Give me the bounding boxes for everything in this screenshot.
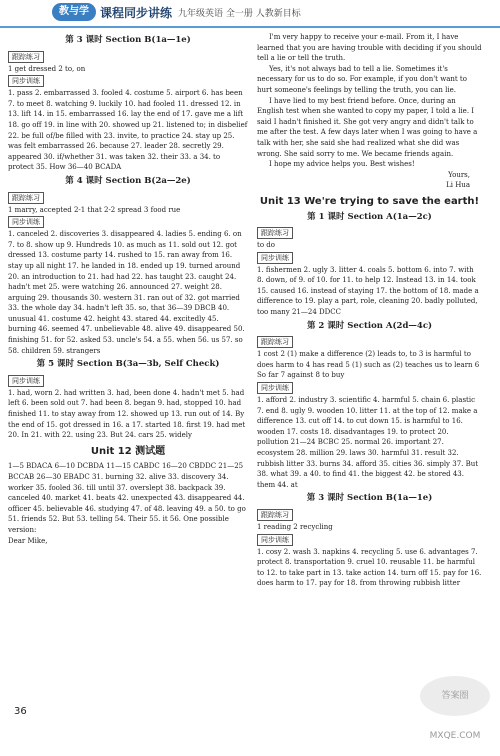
u13-lesson-1-follow-answers: to do — [257, 241, 275, 250]
follow-practice-tag: 跟踪练习 — [8, 51, 44, 63]
page-number: 36 — [14, 706, 27, 717]
lesson-5-sync-answers: 1. had, worn 2. had written 3. had, been done 4. hadn't met 5. had left 6. been sold out 7. had been 8. began 9. had, stopped 10. had finished 11. to stay away from 12. showed up 13. run out of 14. By the end of 15. got dressed in 16. a 17. started 18. first 19. had met 20. In 21. with 22. using 23. But 24. cars 25. widely — [8, 388, 246, 440]
lesson-3-follow-answers: 1 get dressed 2 to, on — [8, 64, 86, 73]
lesson-4-follow-answers: 1 marry, accepted 2-1 that 2-2 spread 3 food rue — [8, 205, 181, 214]
lesson-3-sync-answers: 1. pass 2. embarrassed 3. fooled 4. costume 5. airport 6. has been 7. to meet 8. watching 9. luckily 10. had fooled 11. dressed 12. in 13. lift 14. in 15. embarrassed 16. lay the end of 17. gave me a lift 18. go off 19. in line with 20. showed up 21. listened to; in disbelief 22. be full of/be filled with 23. invite, to practice 24. stay up 25. was felt embarrassed 26. because 27. leader 28. secretly 29. appeared 30. if/whether 31. was taken 32. their 33. a 34. to protect 35. How 36—40 BCADA — [8, 89, 248, 172]
u13-lesson-2-sync-answers: 1. afford 2. industry 3. scientific 4. harmful 5. chain 6. plastic 7. end 8. ugly 9. wooden 10. litter 11. at the top of 12. make a difference 13. cut off 14. to cut down 15. is harmful to 16. wooden 17. costs 18. disadvantages 19. to protect 20. pollution 21—24 BCBC 25. normal 26. important 27. ecosystem 28. million 29. laws 30. harmful 31. result 32. rubbish litter 33. burns 34. afford 35. cities 36. simply 37. But 38. what 39. a 40. to find 41. the biggest 42. be stored 43. them 44. at — [257, 396, 479, 489]
u13-lesson-3-sync-answers: 1. cosy 2. wash 3. napkins 4. recycling 5. use 6. advantages 7. protect 8. transportation 9. cruel 10. reusable 11. be harmful to 12. to take part in 13. take action 14. turn off 15. pay for 16. does harm to 17. pay for 18. from throwing rubbish litter — [257, 547, 482, 588]
letter-signature: Li Hua — [446, 181, 470, 190]
sync-training-tag: 同步训练 — [257, 252, 293, 264]
sync-training-tag: 同步训练 — [8, 216, 44, 228]
right-column — [257, 32, 482, 589]
sync-training-tag: 同步训练 — [8, 75, 44, 87]
u13-lesson-3-title: 第 3 课时 Section B(1a—1e) — [306, 493, 433, 504]
unit-12-test-answers: 1—5 BDACA 6—10 DCBDA 11—15 CABDC 16—20 CBDDC 21—25 BCCAB 26—30 EBADC 31. burning 32. alive 33. discovery 34. worker 35. fooled 36. till until 37. overslept 38. backpack 39. canceled 40. market 41. beats 42. unexpected 43. disappeared 44. officer 45. believable 46. studying 47. of 48. leaving 49. a 50. to go 51. friends 52. But 53. telling 54. Their 55. it 56. One possible version: — [8, 462, 246, 534]
letter-paragraph: Yes, it's not always bad to tell a lie. Sometimes it's necessary for us to do so. For example, if you don't want to hurt someone's feelings by telling the truth, you can lie. — [257, 64, 467, 94]
letter-paragraph: I hope my advice helps you. Best wishes! — [269, 160, 415, 169]
sync-training-tag: 同步训练 — [8, 375, 44, 387]
left-column — [8, 32, 248, 546]
book-title: 课程同步讲练 — [100, 6, 173, 20]
unit-12-test-title: Unit 12 测试题 — [90, 445, 166, 457]
follow-practice-tag: 跟踪练习 — [257, 336, 293, 348]
follow-practice-tag: 跟踪练习 — [257, 227, 293, 239]
sync-training-tag: 同步训练 — [257, 382, 293, 394]
letter-sign-off: Yours, — [448, 170, 470, 179]
series-logo: 教与学 — [52, 3, 96, 21]
follow-practice-tag: 跟踪练习 — [257, 509, 293, 521]
u13-lesson-1-sync-answers: 1. fishermen 2. ugly 3. litter 4. coals 5. bottom 6. into 7. with 8. down, of 9. of 10. for 11. to help 12. Instead 13. in 14. took 15. caused 16. instead of staying 17. the bottom of 18. made a difference to 19. play a part, role, cleaning 20. badly polluted, too many 21—24 DDCC — [257, 265, 479, 317]
sample-letter — [257, 32, 482, 170]
u13-lesson-2-title: 第 2 课时 Section A(2d—4c) — [306, 320, 433, 331]
book-subtitle: 九年级英语 全一册 人教新目标 — [178, 9, 301, 19]
page-header — [0, 0, 500, 28]
lesson-4-sync-answers: 1. canceled 2. discoveries 3. disappeared 4. ladies 5. ending 6. on 7. to 8. show up 9. Hundreds 10. as much as 11. sold out 12. got dressed 13. costume party 14. rushed to 15. ran away from 16. stay up all night 17. he landed in 18. ended up 19. turned around 20. an introduction to 21. had had 22. has taught 23. caught 24. hadn't met 25. were watching 26. announced 27. weight 28. arguing 29. thousands 30. western 31. ran out of 32. got married 33. the whole day 34. hadn't left 35. so, that 36—39 DBCB 40. unusual 41. costume 42. height 43. stared 44. excitedly 45. burning 46. seemed 47. unbelievable 48. alive 49. disappeared 50. finishing 51. for 52. asked 53. uncle's 54. a 55. when 56. us 57. so 58. children 59. strangers — [8, 230, 245, 355]
lesson-5-title: 第 5 课时 Section B(3a—3b, Self Check) — [36, 359, 220, 370]
lesson-4-title: 第 4 课时 Section B(2a—2e) — [65, 175, 191, 186]
lesson-3-title: 第 3 课时 Section B(1a—1e) — [65, 35, 191, 45]
unit-13-title: Unit 13 We're trying to save the earth! — [259, 195, 480, 207]
letter-paragraph: I'm very happy to receive your e-mail. From it, I have learned that you are having trouble with deciding if you should tell a lie or tell the truth. — [257, 33, 482, 63]
letter-greeting: Dear Mike, — [8, 536, 48, 545]
watermark-stamp: 答案圈 MXQE.COM — [420, 676, 490, 716]
sync-training-tag: 同步训练 — [257, 534, 293, 546]
u13-lesson-2-follow-answers: 1 cost 2 (1) make a difference (2) leads to, to 3 is harmful to does harm to 4 has read 5 (1) such as (2) teaches us to learn 6 So far 7 against 8 to buy — [257, 350, 480, 380]
u13-lesson-3-follow-answers: 1 reading 2 recycling — [257, 522, 333, 531]
follow-practice-tag: 跟踪练习 — [8, 192, 44, 204]
u13-lesson-1-title: 第 1 课时 Section A(1a—2c) — [307, 211, 432, 222]
letter-paragraph: I have lied to my best friend before. Once, during an English test when she wanted to copy my paper, I told a lie. I said I hadn't finished it. She got very angry and didn't talk to me after the test. A few days later when I was going to have a talk with her, she said she had realized what she did was wrong. She said sorry to me. We became friends again. — [257, 96, 478, 158]
